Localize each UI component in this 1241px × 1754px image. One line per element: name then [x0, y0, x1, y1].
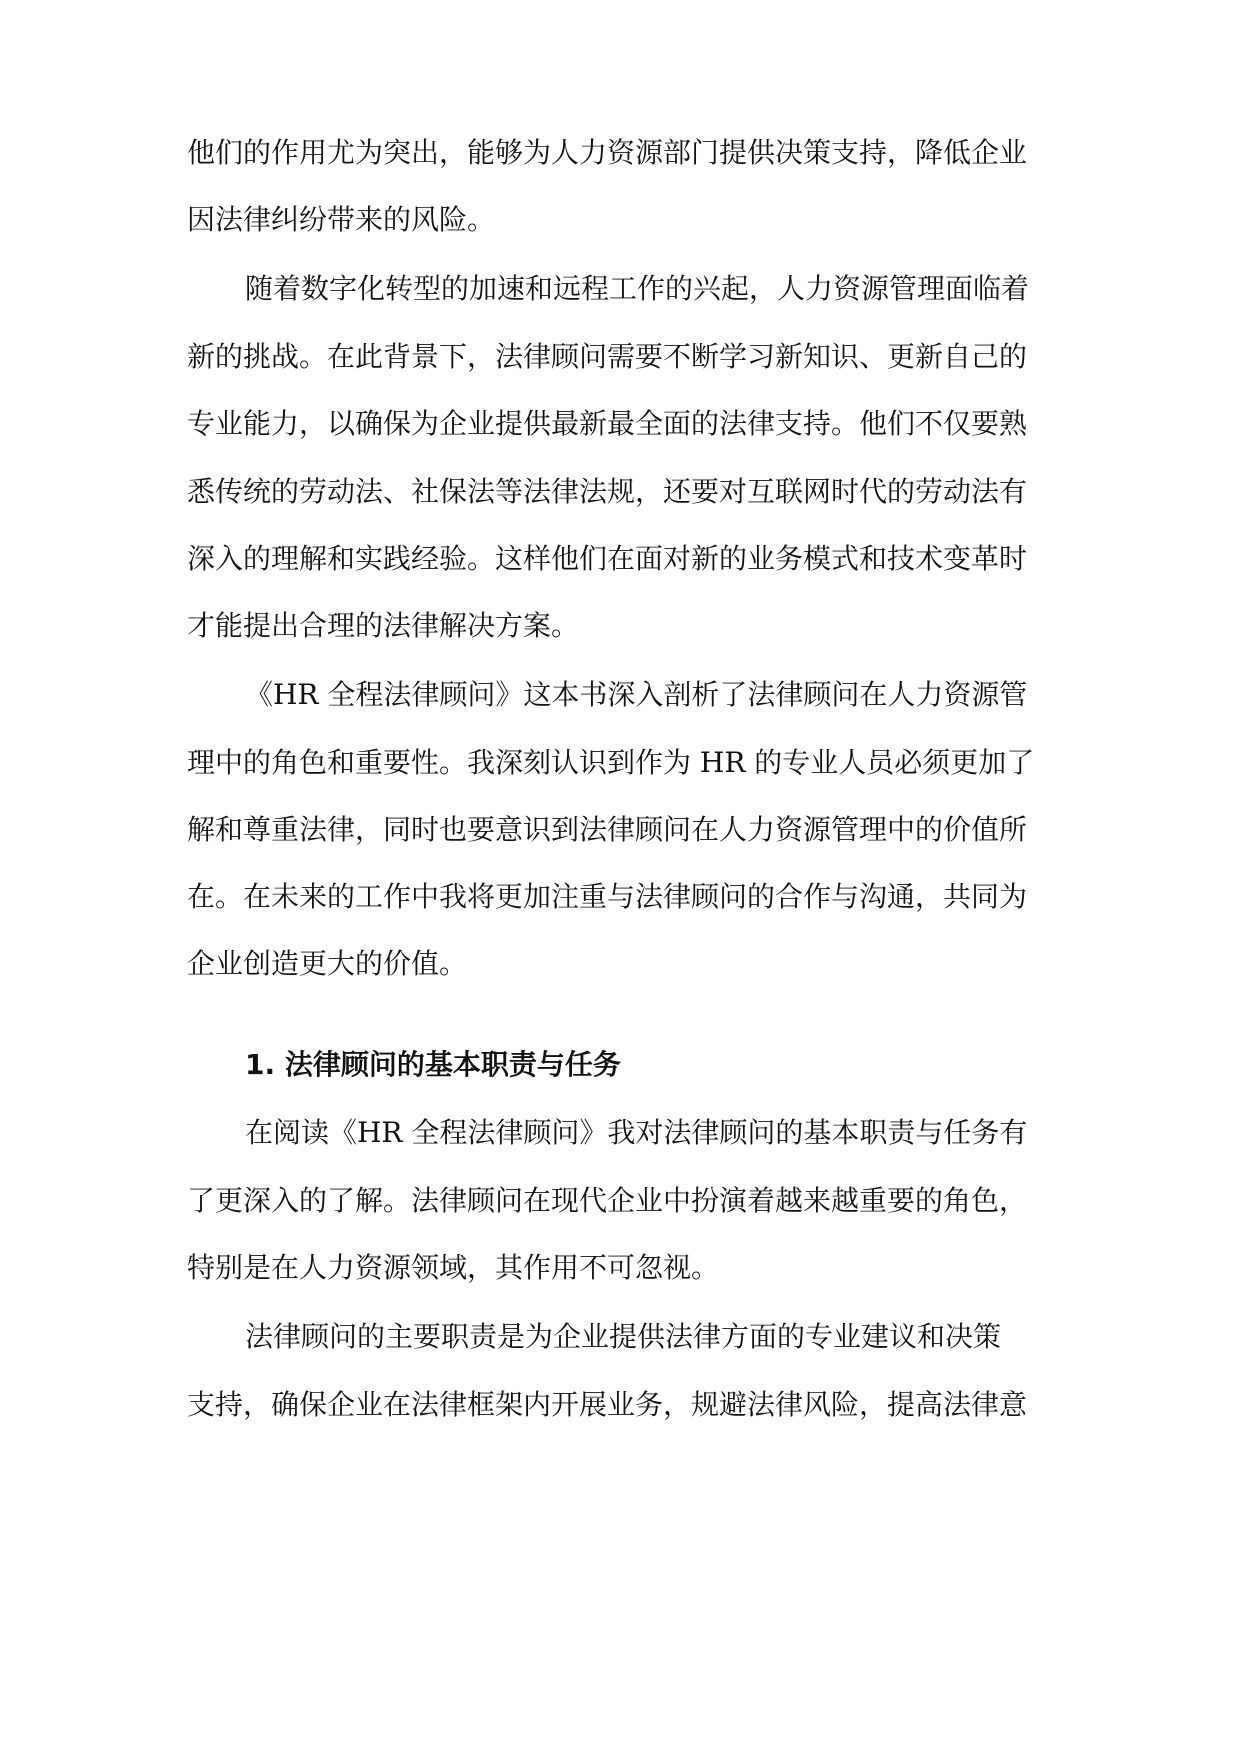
paragraph-2-line-6: 才能提出合理的法律解决方案。	[187, 609, 580, 642]
paragraph-4-line-1: 在阅读《HR 全程法律顾问》我对法律顾问的基本职责与任务有	[245, 1116, 1028, 1149]
paragraph-3-line-3: 解和尊重法律，同时也要意识到法律顾问在人力资源管理中的价值所	[187, 813, 1028, 846]
section-heading: 1. 法律顾问的基本职责与任务	[245, 1048, 621, 1081]
paragraph-4-line-3: 特别是在人力资源领域，其作用不可忽视。	[187, 1251, 720, 1284]
paragraph-5-line-1: 法律顾问的主要职责是为企业提供法律方面的专业建议和决策	[245, 1320, 1002, 1353]
paragraph-4-line-2: 了更深入的了解。法律顾问在现代企业中扮演着越来越重要的角色，	[187, 1184, 1028, 1217]
paragraph-3-line-4: 在。在未来的工作中我将更加注重与法律顾问的合作与沟通，共同为	[187, 880, 1028, 913]
paragraph-3-line-2: 理中的角色和重要性。我深刻认识到作为 HR 的专业人员必须更加了	[187, 746, 1035, 779]
paragraph-2-line-1: 随着数字化转型的加速和远程工作的兴起，人力资源管理面临着	[245, 272, 1030, 305]
paragraph-2-line-3: 专业能力，以确保为企业提供最新最全面的法律支持。他们不仅要熟	[187, 407, 1028, 440]
paragraph-5-line-2: 支持，确保企业在法律框架内开展业务，规避法律风险，提高法律意	[187, 1388, 1028, 1421]
paragraph-1-line-1: 他们的作用尤为突出，能够为人力资源部门提供决策支持，降低企业	[187, 136, 1028, 169]
paragraph-3-line-1: 《HR 全程法律顾问》这本书深入剖析了法律顾问在人力资源管	[245, 678, 1028, 711]
paragraph-2-line-5: 深入的理解和实践经验。这样他们在面对新的业务模式和技术变革时	[187, 542, 1028, 575]
paragraph-3-line-5: 企业创造更大的价值。	[187, 947, 468, 980]
paragraph-2-line-2: 新的挑战。在此背景下，法律顾问需要不断学习新知识、更新自己的	[187, 340, 1028, 373]
paragraph-1-line-2: 因法律纠纷带来的风险。	[187, 203, 496, 236]
paragraph-2-line-4: 悉传统的劳动法、社保法等法律法规，还要对互联网时代的劳动法有	[187, 475, 1028, 508]
